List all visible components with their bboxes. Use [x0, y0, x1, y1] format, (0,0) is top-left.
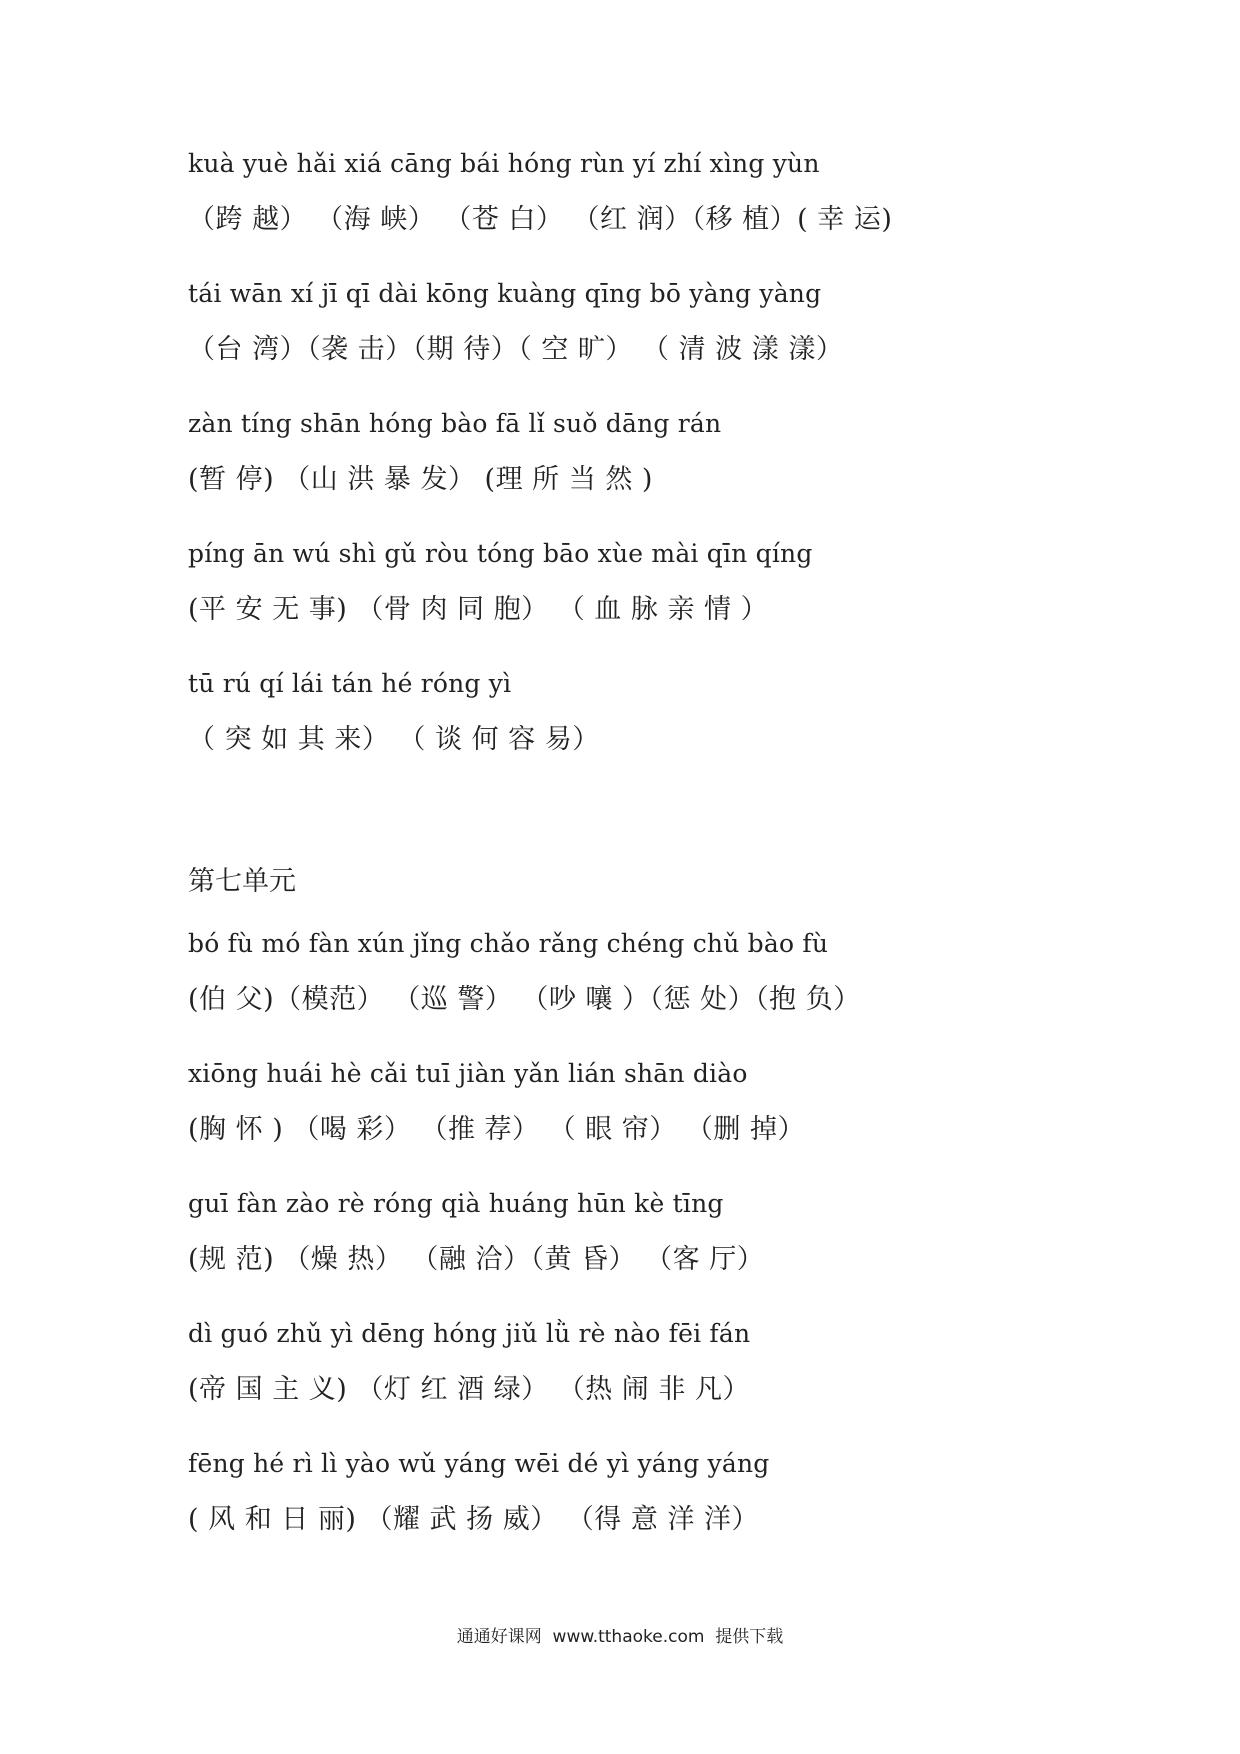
unit-heading: 第七单元 — [188, 866, 296, 897]
hanzi-line-1: （跨 越） （海 峡） （苍 白） （红 润）（移 植）( 幸 运) — [188, 204, 893, 235]
hanzi-line-9: (帝 国 主 义) （灯 红 酒 绿） （热 闹 非 凡） — [188, 1374, 750, 1405]
pinyin-line-7: xiōng huái hè cǎi tuī jiàn yǎn lián shān diào — [188, 1059, 748, 1088]
hanzi-line-3: (暂 停) （山 洪 暴 发） (理 所 当 然 ) — [188, 464, 653, 495]
pinyin-line-1: kuà yuè hǎi xiá cāng bái hóng rùn yí zhí xìng yùn — [188, 149, 820, 178]
hanzi-line-2: （台 湾）（袭 击）（期 待）（ 空 旷） （ 清 波 漾 漾） — [188, 334, 844, 365]
page-footer: 通通好课网 www.tthaoke.com 提供下载 — [456, 1627, 784, 1647]
pinyin-line-4: píng ān wú shì gǔ ròu tóng bāo xùe mài qīn qíng — [188, 539, 813, 568]
pinyin-line-2: tái wān xí jī qī dài kōng kuàng qīng bō yàng yàng — [188, 279, 822, 308]
hanzi-line-4: (平 安 无 事) （骨 肉 同 胞） （ 血 脉 亲 情 ） — [188, 594, 769, 625]
pinyin-line-9: dì guó zhǔ yì dēng hóng jiǔ lǜ rè nào fēi fán — [188, 1319, 751, 1348]
hanzi-line-7: (胸 怀 ) （喝 彩） （推 荐） （ 眼 帘） （删 掉） — [188, 1114, 805, 1145]
pinyin-line-5: tū rú qí lái tán hé róng yì — [188, 669, 512, 698]
pinyin-line-3: zàn tíng shān hóng bào fā lǐ suǒ dāng rán — [188, 409, 722, 438]
hanzi-line-8: (规 范) （燥 热） （融 洽）（黄 昏） （客 厅） — [188, 1244, 765, 1275]
pinyin-line-8: guī fàn zào rè róng qià huáng hūn kè tīng — [188, 1189, 724, 1218]
hanzi-line-5: （ 突 如 其 来） （ 谈 何 容 易） — [188, 724, 600, 755]
hanzi-line-6: (伯 父)（模范） （巡 警） （吵 嚷 ）（惩 处）（抱 负） — [188, 984, 861, 1015]
pinyin-line-10: fēng hé rì lì yào wǔ yáng wēi dé yì yáng yáng — [188, 1449, 770, 1478]
pinyin-line-6: bó fù mó fàn xún jǐng chǎo rǎng chéng chǔ bào fù — [188, 929, 829, 958]
hanzi-line-10: ( 风 和 日 丽) （耀 武 扬 威） （得 意 洋 洋） — [188, 1504, 760, 1535]
